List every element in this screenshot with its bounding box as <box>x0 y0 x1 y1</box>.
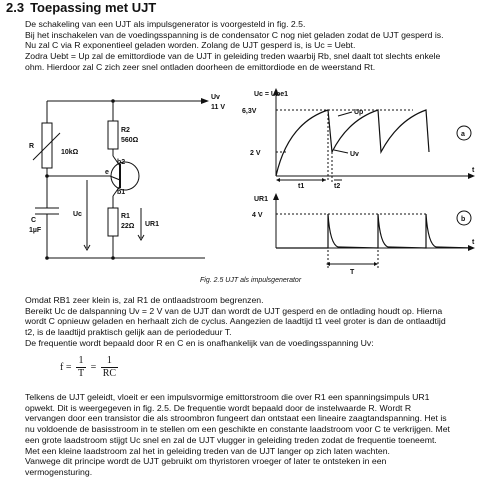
fraction-1-over-t <box>76 355 86 380</box>
c-label: C <box>31 217 37 224</box>
fraction-denominator: T <box>77 368 85 379</box>
t2-label: t2 <box>334 183 341 190</box>
t1-label: t1 <box>298 183 305 190</box>
formula-equals: = <box>90 361 97 373</box>
body-line: een grote laadstroom stijgt Uc snel en zal de UJT vlugger in geleiding treden zodat de frequentie toeneemt. <box>25 434 437 445</box>
body-line: Met een kleine laadstroom zal het in geleiding treden van de UJT langer op zich laten wachten. <box>25 445 390 456</box>
bottom-level: 4 V <box>252 212 263 219</box>
fraction-denominator: RC <box>102 368 117 379</box>
resistor-r1 <box>108 208 118 236</box>
level-low: 2 V <box>250 150 261 157</box>
fraction-numerator: 1 <box>76 355 86 368</box>
marker-b-label: b <box>461 216 466 223</box>
body-line: De frequentie wordt bepaald door R en C en is onafhankelijk van de voedingsspanning Uv: <box>25 337 374 348</box>
body-line: vermogensturing. <box>25 466 93 477</box>
waveform-graphs <box>228 88 478 278</box>
intro-paragraph <box>25 19 444 73</box>
body-line: Bereikt Uc de dalspanning Uv = 2 V van de UJT dan wordt de UJT gesperd en de ontlading houdt op. Hierna <box>25 305 443 316</box>
fraction-numerator: 1 <box>101 355 118 368</box>
frequency-formula <box>60 355 120 380</box>
section-title: Toepassing met UJT <box>30 0 157 15</box>
figure-caption: Fig. 2.5 UJT als impulsgenerator <box>200 277 302 284</box>
c-value: 1µF <box>29 227 42 234</box>
body-line: vervangen door een transistor die als stroombron fungeert dan ontstaat een lineaire zaagtandspanning. Het is <box>25 413 447 424</box>
sawtooth-curve <box>276 110 429 176</box>
supply-value: 11 V <box>211 104 225 111</box>
b2-label: b2 <box>117 159 126 166</box>
section-heading <box>6 0 156 15</box>
formula-lhs: f <box>60 361 64 373</box>
body-paragraph-2 <box>25 392 450 478</box>
top-y-label: Uc = Ube1 <box>254 91 289 98</box>
body-paragraph-1 <box>25 295 446 349</box>
section-number: 2.3 <box>6 0 25 15</box>
r1-value: 22Ω <box>121 223 135 230</box>
body-line: Omdat RB1 zeer klein is, zal R1 de ontlaadstroom begrenzen. <box>25 295 264 305</box>
bottom-t-axis-label: t <box>472 239 475 246</box>
b1-label: b1 <box>117 189 126 196</box>
r-value: 10kΩ <box>61 149 79 156</box>
intro-line: De schakeling van een UJT als impulsgenerator is voorgesteld in fig. 2.5. <box>25 19 306 29</box>
marker-a-label: a <box>461 131 465 138</box>
formula-equals: = <box>65 361 72 373</box>
intro-line: Bij het inschakelen van de voedingsspanning is de condensator C nog niet geladen zodat de UJT gesperd is. <box>25 29 444 40</box>
fraction-1-over-rc <box>101 355 118 380</box>
potentiometer-arrow <box>33 133 60 160</box>
body-line: wordt C opnieuw geladen en herhaalt zich de cyclus. Aangezien de laadtijd t1 veel groter is dan de ontlaadtijd <box>25 316 446 327</box>
body-line: t2, is de laadtijd praktisch gelijk aan de periodeduur T. <box>25 327 232 338</box>
body-line: Vanwege dit principe wordt de UJT gebruikt om thyristoren vroeger of later te ontsteken in een <box>25 456 387 467</box>
intro-line: Zodra Uebt = Up zal de emittordiode van de UJT in geleiding treden waarbij Rb, snel daalt tot slechts enkele <box>25 51 441 62</box>
r2-label: R2 <box>121 127 130 134</box>
pulse-curve <box>276 214 473 248</box>
body-line: nu voldoende de basisstroom in te stellen om een geschikte en constante laadstroom voor C te verkrijgen. Met <box>25 424 450 435</box>
up-label: Up <box>354 109 364 116</box>
top-t-axis-label: t <box>472 167 475 174</box>
period-label: T <box>350 269 355 276</box>
r1-label: R1 <box>121 213 130 220</box>
ur1-label: UR1 <box>145 221 160 228</box>
ujt-circuit-diagram <box>25 88 225 278</box>
ujt-transistor <box>111 162 139 190</box>
uv-label: Uv <box>350 151 359 158</box>
emitter-label: e <box>105 169 109 176</box>
r-label: R <box>29 143 35 150</box>
intro-line: ohm. Hierdoor zal C zich zeer snel ontladen doorheen de emittordiode en de weerstand Rt. <box>25 61 376 72</box>
supply-label: Uv <box>211 94 220 101</box>
body-line: opwekt. Dit is weergegeven in fig. 2.5. De frequentie wordt bepaald door de instelwaarde R. Wordt R <box>25 402 412 413</box>
bottom-y-label: UR1 <box>254 196 269 203</box>
r2-value: 560Ω <box>121 137 139 144</box>
resistor-r2 <box>108 121 118 149</box>
uc-label: Uc <box>73 211 82 218</box>
intro-line: Nu zal C via R exponentieel geladen worden. Zolang de UJT gesperd is, is Uc = Uebt. <box>25 40 356 51</box>
level-high: 6,3V <box>242 108 257 115</box>
body-line: Telkens de UJT geleidt, vloeit er een impulsvormige emittorstroom die over R1 een spanningsimpuls UR1 <box>25 392 430 402</box>
